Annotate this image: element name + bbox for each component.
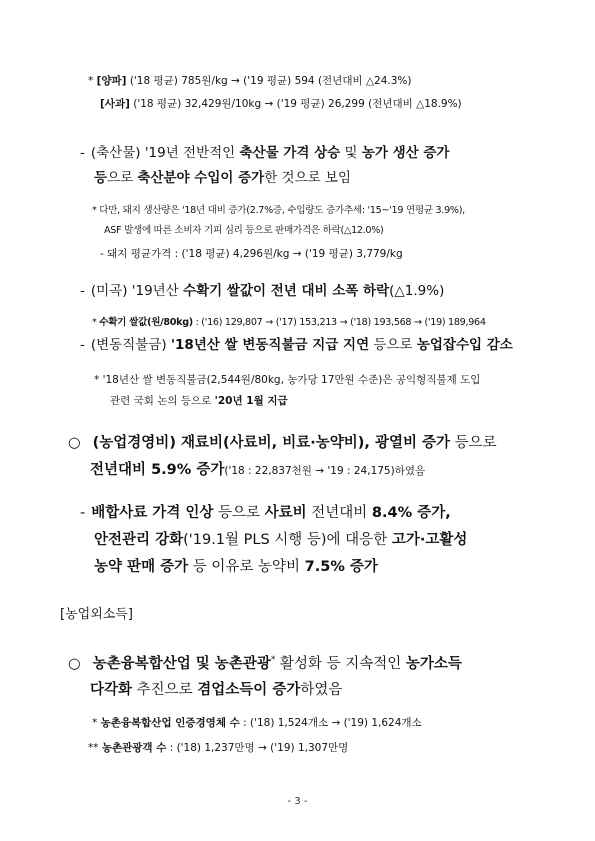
rural-tourism-note: ** 농촌관광객 수 : ('18) 1,237만명 → ('19) 1,307만명 xyxy=(88,742,349,754)
apple-label: [사과] xyxy=(100,98,130,110)
pork-price-note: - 돼지 평균가격 : ('18 평균) 4,296원/kg → ('19 평균) 3,779/kg xyxy=(100,248,403,260)
agri-fusion-note: * 농촌융복합산업 인증경영체 수 : ('18) 1,524개소 → ('19) 1,624개소 xyxy=(92,717,422,729)
livestock-line-2: 등으로 축산분야 수입이 증가한 것으로 보임 xyxy=(94,170,352,186)
bullet-circle: ○ xyxy=(68,655,81,672)
bullet-circle: ○ xyxy=(68,435,81,451)
subsidy-note-1: * '18년산 쌀 변동직불금(2,544원/80kg, 농가당 17만원 수준)은 공익형직불제 도입 xyxy=(94,374,481,386)
page-number: - 3 - xyxy=(287,796,308,807)
livestock-line-1: - (축산물) '19년 전반적인 축산물 가격 상승 및 농가 생산 증가 xyxy=(80,145,450,161)
feed-cost-line-2: 안전관리 강화('19.1월 PLS 시행 등)에 대응한 고가·고활성 xyxy=(94,532,468,548)
pork-production-note: * 다만, 돼지 생산량은 '18년 대비 증가(2.7%증, 수입량도 증가추세: '15~'19 연평균 3.9%), xyxy=(92,205,465,216)
rice-price-note: * 수확기 쌀값(원/80kg) : ('16) 129,807 → ('17) 153,213 → ('18) 193,568 → ('19) 189,964 xyxy=(92,317,486,328)
subsidy-note-2: 관련 국회 논의 등으로 '20년 1월 지급 xyxy=(110,395,288,407)
section-title-off-farm-income: [농업외소득] xyxy=(60,607,133,622)
apple-price-note: [사과] ('18 평균) 32,429원/10kg → ('19 평균) 26,299 (전년대비 △18.9%) xyxy=(100,98,462,110)
pork-production-note-cont: ASF 발생에 따른 소비자 기피 심리 등으로 판매가격은 하락(△12.0%) xyxy=(104,225,384,236)
onion-label: [양파] xyxy=(96,75,127,87)
mgmt-cost-line-2: 전년대비 5.9% 증가('18 : 22,837천원 → '19 : 24,175)하였음 xyxy=(90,462,426,478)
rice-line: - (미곡) '19년산 수확기 쌀값이 전년 대비 소폭 하락(△1.9%) xyxy=(80,283,445,299)
feed-cost-line-3: 농약 판매 증가 등 이유로 농약비 7.5% 증가 xyxy=(94,559,378,575)
feed-cost-line-1: - 배합사료 가격 인상 등으로 사료비 전년대비 8.4% 증가, xyxy=(80,505,451,521)
subsidy-line: - (변동직불금) '18년산 쌀 변동직불금 지급 지연 등으로 농업잡수입 감소 xyxy=(80,337,513,353)
onion-price-note: * [양파] ('18 평균) 785원/kg → ('19 평균) 594 (전년대비 △24.3%) xyxy=(88,75,412,87)
offfarm-line-1: ○ 농촌융복합산업 및 농촌관광* 활성화 등 지속적인 농가소득 xyxy=(68,655,462,672)
mgmt-cost-line-1: ○ (농업경영비) 재료비(사료비, 비료·농약비), 광열비 증가 등으로 xyxy=(68,435,497,451)
offfarm-line-2: 다각화 추진으로 겸업소득이 증가하였음 xyxy=(90,682,343,698)
